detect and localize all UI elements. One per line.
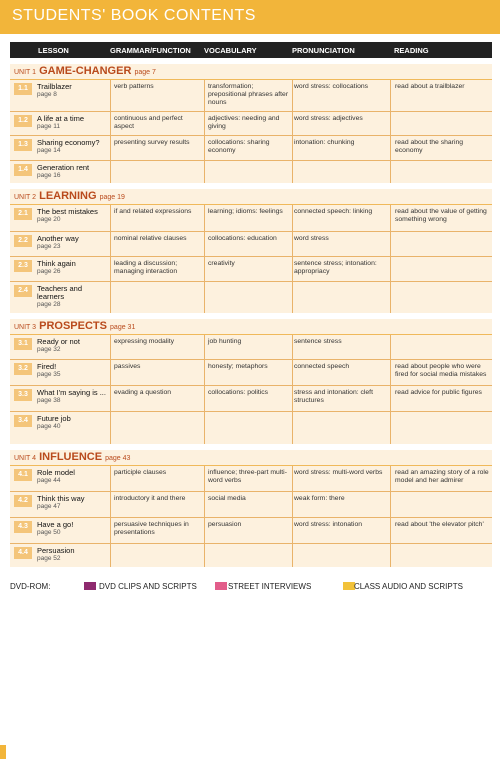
grammar-cell: verb patterns [114, 83, 154, 90]
page-title: STUDENTS' BOOK CONTENTS [12, 7, 256, 24]
pronunciation-cell: connected speech: linking [294, 208, 373, 215]
column-divider [292, 80, 293, 111]
column-grammar: GRAMMAR/FUNCTION [110, 46, 191, 55]
vocabulary-cell: collocations: sharing economy [208, 139, 270, 154]
grammar-cell: continuous and perfect aspect [114, 115, 183, 130]
vocabulary-cell: adjectives: needing and giving [208, 115, 280, 130]
column-divider [292, 257, 293, 281]
lesson-row [10, 335, 492, 360]
vocabulary-cell: learning; idioms: feelings [208, 208, 283, 215]
column-divider [204, 360, 205, 385]
column-divider [204, 80, 205, 111]
column-divider [292, 136, 293, 160]
lesson-row [10, 360, 492, 386]
lesson-row [10, 544, 492, 567]
column-divider [292, 205, 293, 231]
lesson-row [10, 232, 492, 257]
vocabulary-cell: influence; three-part multi-word verbs [208, 469, 287, 484]
unit-4 [10, 450, 492, 567]
column-divider [292, 161, 293, 183]
unit-title: PROSPECTS [39, 320, 107, 332]
unit-1 [10, 64, 492, 183]
column-divider [204, 386, 205, 411]
column-divider [292, 544, 293, 567]
lesson-row [10, 136, 492, 161]
lesson-row [10, 161, 492, 183]
lesson-number: 1.4 [14, 164, 32, 176]
column-divider [390, 205, 391, 231]
dvd-clips-icon [84, 582, 96, 590]
column-divider [204, 412, 205, 444]
lesson-page: page 52 [37, 555, 61, 562]
vocabulary-cell: persuasion [208, 521, 242, 528]
unit-number: UNIT 2 [14, 194, 37, 201]
column-divider [110, 136, 111, 160]
lesson-row [10, 412, 492, 444]
pronunciation-cell: connected speech [294, 363, 350, 370]
street-interviews-icon [215, 582, 227, 590]
column-divider [390, 232, 391, 256]
pronunciation-cell: word stress: multi-word verbs [294, 469, 383, 476]
grammar-cell: expressing modality [114, 338, 175, 345]
unit-3 [10, 319, 492, 444]
lesson-page: page 11 [37, 123, 61, 130]
pronunciation-cell: intonation: chunking [294, 139, 355, 146]
lesson-row [10, 492, 492, 518]
vocabulary-cell: collocations: education [208, 235, 277, 242]
column-divider [204, 282, 205, 313]
lesson-page: page 47 [37, 503, 61, 510]
grammar-cell: leading a discussion; managing interaction [114, 260, 178, 275]
lesson-name: Role model [37, 468, 75, 477]
column-divider [292, 335, 293, 359]
lesson-page: page 26 [37, 268, 61, 275]
vocabulary-cell: creativity [208, 260, 235, 267]
column-divider [204, 205, 205, 231]
lesson-name: Trailblazer [37, 82, 72, 91]
column-divider [204, 161, 205, 183]
lesson-page: page 40 [37, 423, 61, 430]
lesson-name: Future job [37, 414, 71, 423]
lesson-row [10, 112, 492, 136]
column-divider [204, 544, 205, 567]
column-divider [390, 412, 391, 444]
unit-number: UNIT 4 [14, 455, 37, 462]
column-divider [110, 360, 111, 385]
lesson-row [10, 282, 492, 313]
lesson-number: 2.3 [14, 260, 32, 272]
pronunciation-cell: word stress: intonation [294, 521, 363, 528]
lesson-number: 2.2 [14, 235, 32, 247]
pronunciation-cell: stress and intonation: cleft structures [294, 389, 373, 404]
dvd-rom-footer [10, 580, 492, 594]
reading-cell: read about 'the elevator pitch' [395, 521, 484, 528]
column-divider [110, 257, 111, 281]
lesson-name: Fired! [37, 362, 57, 371]
pronunciation-cell: word stress: collocations [294, 83, 369, 90]
column-divider [390, 161, 391, 183]
column-divider [204, 257, 205, 281]
column-divider [292, 492, 293, 517]
lesson-number: 1.2 [14, 115, 32, 127]
column-divider [292, 412, 293, 444]
grammar-cell: passives [114, 363, 141, 370]
unit-header [10, 450, 492, 466]
lesson-name: What I'm saying is ... [37, 388, 106, 397]
grammar-cell: persuasive techniques in presentations [114, 521, 189, 536]
lesson-page: page 23 [37, 243, 61, 250]
column-divider [390, 112, 391, 135]
unit-title: LEARNING [39, 190, 97, 202]
lesson-row [10, 518, 492, 544]
column-divider [110, 544, 111, 567]
grammar-cell: presenting survey results [114, 139, 190, 146]
grammar-cell: evading a question [114, 389, 172, 396]
column-divider [390, 360, 391, 385]
header-bar [0, 0, 500, 34]
lesson-page: page 16 [37, 172, 61, 179]
unit-title: INFLUENCE [39, 451, 103, 463]
lesson-number: 2.1 [14, 208, 32, 220]
unit-header [10, 319, 492, 335]
column-divider [390, 136, 391, 160]
column-reading: READING [394, 46, 429, 55]
lesson-number: 4.2 [14, 495, 32, 507]
column-divider [110, 282, 111, 313]
lesson-name: Another way [37, 234, 79, 243]
pronunciation-cell: weak form: there [294, 495, 345, 502]
lesson-name: Sharing economy? [37, 138, 100, 147]
column-divider [110, 232, 111, 256]
grammar-cell: participle clauses [114, 469, 167, 476]
lesson-number: 1.3 [14, 139, 32, 151]
reading-cell: read advice for public figures [395, 389, 482, 396]
column-divider [204, 466, 205, 491]
column-divider [292, 386, 293, 411]
column-divider [110, 161, 111, 183]
vocabulary-cell: job hunting [208, 338, 242, 345]
pronunciation-cell: sentence stress [294, 338, 342, 345]
lesson-name: The best mistakes [37, 207, 98, 216]
column-divider [292, 518, 293, 543]
lesson-page: page 38 [37, 397, 61, 404]
lesson-page: page 44 [37, 477, 61, 484]
unit-number: UNIT 1 [14, 69, 37, 76]
lesson-name: Think this way [37, 494, 85, 503]
column-divider [390, 492, 391, 517]
lesson-page: page 32 [37, 346, 61, 353]
lesson-page: page 28 [37, 301, 61, 308]
pronunciation-cell: word stress: adjectives [294, 115, 363, 122]
unit-page: page 31 [110, 324, 136, 331]
lesson-number: 4.4 [14, 547, 32, 559]
unit-2 [10, 189, 492, 313]
lesson-name: Have a go! [37, 520, 74, 529]
column-divider [110, 205, 111, 231]
column-lesson: LESSON [38, 46, 69, 55]
column-divider [110, 80, 111, 111]
column-divider [292, 360, 293, 385]
lesson-number: 3.4 [14, 415, 32, 427]
vocabulary-cell: social media [208, 495, 246, 502]
column-divider [204, 112, 205, 135]
column-divider [390, 80, 391, 111]
column-divider [204, 518, 205, 543]
column-divider [390, 282, 391, 313]
unit-page: page 7 [134, 69, 156, 76]
column-divider [204, 232, 205, 256]
lesson-row [10, 80, 492, 112]
column-divider [110, 466, 111, 491]
grammar-cell: if and related expressions [114, 208, 192, 215]
column-divider [110, 492, 111, 517]
column-divider [292, 232, 293, 256]
footer-dvd-clips: DVD CLIPS AND SCRIPTS [99, 582, 197, 591]
lesson-name: Persuasion [37, 546, 75, 555]
page-edge-marker [0, 745, 6, 759]
lesson-name: Think again [37, 259, 76, 268]
lesson-row [10, 205, 492, 232]
unit-number: UNIT 3 [14, 324, 37, 331]
reading-cell: read about people who were fired for social media mistakes [395, 363, 487, 378]
column-divider [390, 335, 391, 359]
lesson-number: 4.1 [14, 469, 32, 481]
contents-table [10, 42, 492, 567]
unit-header [10, 189, 492, 205]
column-divider [204, 335, 205, 359]
reading-cell: read about the value of getting something wrong [395, 208, 487, 223]
unit-page: page 43 [105, 455, 131, 462]
column-divider [110, 518, 111, 543]
vocabulary-cell: collocations: politics [208, 389, 269, 396]
lesson-page: page 8 [37, 91, 57, 98]
lesson-number: 1.1 [14, 83, 32, 95]
column-divider [292, 112, 293, 135]
lesson-number: 3.2 [14, 363, 32, 375]
lesson-name: Ready or not [37, 337, 80, 346]
column-divider [390, 257, 391, 281]
lesson-page: page 14 [37, 147, 61, 154]
column-divider [204, 492, 205, 517]
lesson-page: page 20 [37, 216, 61, 223]
column-divider [110, 335, 111, 359]
column-divider [292, 466, 293, 491]
column-divider [390, 518, 391, 543]
unit-page: page 19 [99, 194, 125, 201]
lesson-name: A life at a time [37, 114, 85, 123]
lesson-page: page 35 [37, 371, 61, 378]
vocabulary-cell: honesty; metaphors [208, 363, 268, 370]
lesson-number: 4.3 [14, 521, 32, 533]
footer-label: DVD-ROM: [10, 582, 51, 591]
footer-class-audio: CLASS AUDIO AND SCRIPTS [354, 582, 463, 591]
lesson-name: Teachers and learners [37, 284, 83, 301]
column-pronunciation: PRONUNCIATION [292, 46, 355, 55]
unit-header [10, 64, 492, 80]
lesson-number: 3.1 [14, 338, 32, 350]
lesson-page: page 50 [37, 529, 61, 536]
lesson-row [10, 386, 492, 412]
lesson-number: 3.3 [14, 389, 32, 401]
reading-cell: read an amazing story of a role model and her admirer [395, 469, 489, 484]
lesson-row [10, 257, 492, 282]
column-header-row [10, 42, 492, 58]
lesson-name: Generation rent [37, 163, 90, 172]
column-divider [110, 112, 111, 135]
lesson-row [10, 466, 492, 492]
column-divider [110, 412, 111, 444]
column-divider [390, 386, 391, 411]
lesson-number: 2.4 [14, 285, 32, 297]
pronunciation-cell: sentence stress; intonation: appropriacy [294, 260, 377, 275]
grammar-cell: introductory it and there [114, 495, 186, 502]
column-divider [390, 466, 391, 491]
pronunciation-cell: word stress [294, 235, 329, 242]
footer-street-interviews: STREET INTERVIEWS [228, 582, 312, 591]
reading-cell: read about the sharing economy [395, 139, 464, 154]
column-divider [292, 282, 293, 313]
grammar-cell: nominal relative clauses [114, 235, 187, 242]
column-divider [390, 544, 391, 567]
vocabulary-cell: transformation; prepositional phrases after nouns [208, 83, 289, 106]
column-vocabulary: VOCABULARY [204, 46, 257, 55]
unit-title: GAME-CHANGER [39, 65, 132, 77]
column-divider [204, 136, 205, 160]
reading-cell: read about a trailblazer [395, 83, 465, 90]
column-divider [110, 386, 111, 411]
